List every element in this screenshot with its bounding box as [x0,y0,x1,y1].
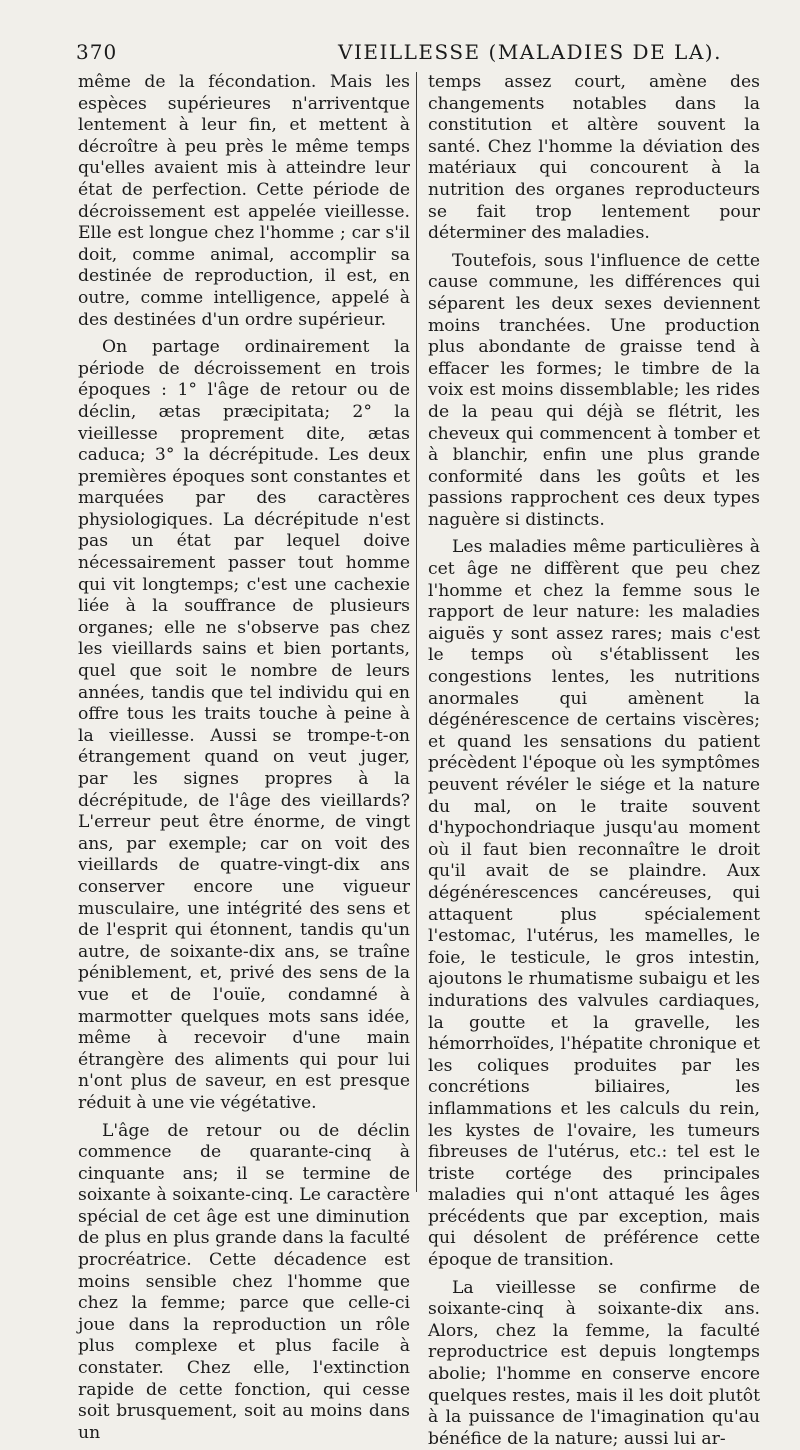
right-paragraph-4: La vieillesse se confirme de soixante-cinq à soixante-dix ans. Alors, chez la femme, la faculté reproductrice est depuis longtemps abolie; l'homme en conserve encore quelques restes, mais il les doit plutôt à la puissance de l'imagination qu'au bénéfice de la nature; aussi lui ar- [428,1277,760,1449]
right-paragraph-1: temps assez court, amène des changements notables dans la constitution et altère souvent la santé. Chez l'homme la déviation des matériaux qui concourent à la nutrition des organes reproducteurs se fait trop lentement pour déterminer des maladies. [428,72,760,244]
left-column [78,72,410,1444]
right-paragraph-2: Toutefois, sous l'influence de cette cause commune, les différences qui séparent les deux sexes deviennent moins tranchées. Une production plus abondante de graisse tend à effacer les formes; le timbre de la voix est moins dissemblable; les rides de la peau qui déjà se flétrit, les cheveux qui commencent à tomber et à blanchir, enfin une plus grande conformité dans les goûts et les passions rapprochent ces deux types naguère si distincts. [428,250,760,530]
running-title: VIEILLESSE (MALADIES DE LA). [338,40,722,64]
running-header [76,40,766,70]
left-paragraph-3: L'âge de retour ou de déclin commence de quarante-cinq à cinquante ans; il se termine de soixante à soixante-cinq. Le caractère spécial de cet âge est une diminution de plus en plus grande dans la faculté procréatrice. Cette décadence est moins sensible chez l'homme que chez la femme; parce que celle-ci joue dans la reproduction un rôle plus complexe et plus facile à constater. Chez elle, l'extinction rapide de cette fonction, qui cesse soit brusquement, soit au moins dans un [78,1120,410,1443]
right-paragraph-3: Les maladies même particulières à cet âge ne diffèrent que peu chez l'homme et chez la femme sous le rapport de leur nature: les maladies aiguës y sont assez rares; mais c'est le temps où s'établissent les congestions lentes, les nutritions anormales qui amènent la dégénérescence de certains viscères; et quand les sensations du patient précèdent l'époque où les symptômes peuvent révéler le siége et la nature du mal, on le traite souvent d'hypochondriaque jusqu'au moment où il faut bien reconnaître le droit qu'il avait de se plaindre. Aux dégénérescences cancéreuses, qui attaquent plus spécialement l'estomac, l'utérus, les mamelles, le foie, le testicule, le gros intestin, ajoutons le rhumatisme subaigu et les indurations des valvules cardiaques, la goutte et la gravelle, les hémorrhoïdes, l'hépatite chronique et les coliques produites par les concrétions biliaires, les inflammations et les calculs du rein, les kystes de l'ovaire, les tumeurs fibreuses de l'utérus, etc.: tel est le triste cortége des principales maladies qui n'ont attaqué les âges précédents que par exception, mais qui désolent de préférence cette époque de transition. [428,537,760,1271]
page-number: 370 [76,40,118,64]
left-paragraph-1: même de la fécondation. Mais les espèces supérieures n'arriventque lentement à leur fin, et mettent à décroître à peu près le même temps qu'elles avaient mis à atteindre leur état de perfection. Cette période de décroissement est appelée vieillesse. Elle est longue chez l'homme ; car s'il doit, comme animal, accomplir sa destinée de reproduction, il est, en outre, comme intelligence, appelé à des destinées d'un ordre supérieur. [78,72,410,330]
left-paragraph-2: On partage ordinairement la période de décroissement en trois époques : 1° l'âge de retour ou de déclin, ætas præcipitata; 2° la vieillesse proprement dite, ætas caduca; 3° la décrépitude. Les deux premières époques sont constantes et marquées par des caractères physiologiques. La décrépitude n'est pas un état par lequel doive nécessairement passer tout homme qui vit longtemps; c'est une cachexie liée à la souffrance de plusieurs organes; elle ne s'observe pas chez les vieillards sains et bien portants, quel que soit le nombre de leurs années, tandis que tel individu qui en offre tous les traits touche à peine à la vieillesse. Aussi se trompe-t-on étrangement quand on veut juger, par les signes propres à la décrépitude, de l'âge des vieillards? L'erreur peut être énorme, de vingt ans, par exemple; car on voit des vieillards de quatre-vingt-dix ans conserver encore une vigueur musculaire, une intégrité des sens et de l'esprit qui étonnent, tandis qu'un autre, de soixante-dix ans, se traîne péniblement, et, privé des sens de la vue et de l'ouïe, condamné à marmotter quelques mots sans idée, même à recevoir d'une main étrangère des aliments qui pour lui n'ont plus de saveur, en est presque réduit à une vie végétative. [78,337,410,1113]
right-column [428,72,760,1450]
column-divider [416,72,417,1192]
